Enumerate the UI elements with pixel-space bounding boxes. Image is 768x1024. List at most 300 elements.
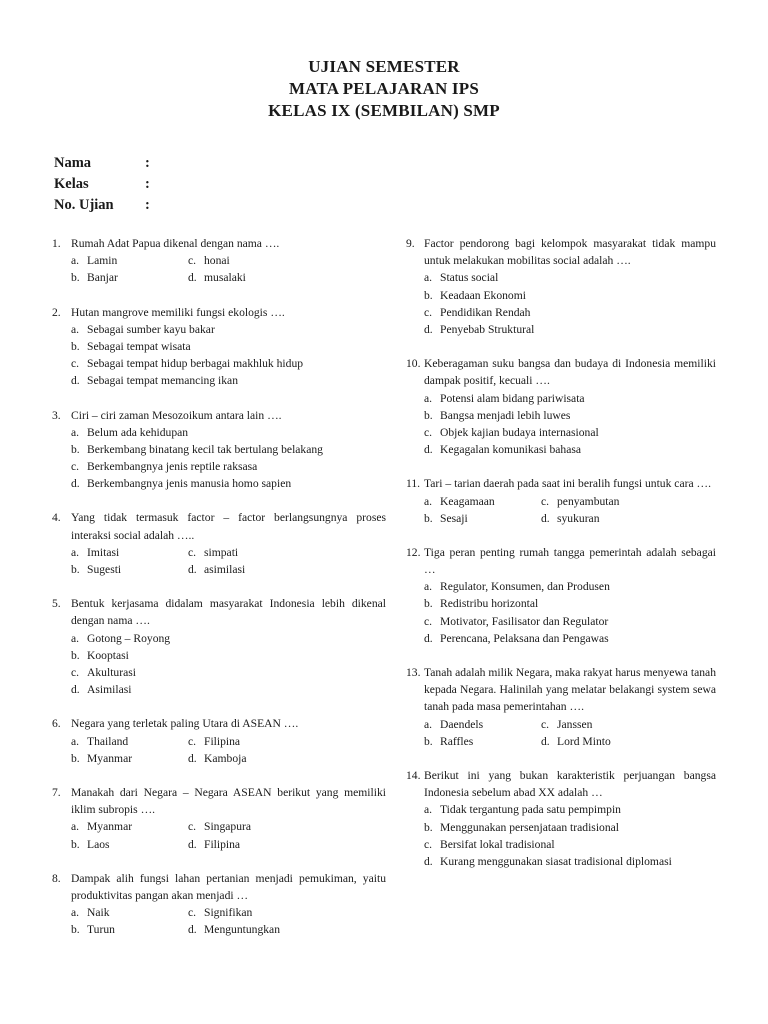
options-row xyxy=(71,544,386,561)
option-letter: a. xyxy=(71,254,80,268)
answer-option xyxy=(71,647,129,664)
question-number: 2. xyxy=(52,305,61,319)
question-stem xyxy=(406,235,716,269)
option-letter: b. xyxy=(71,271,80,285)
option-text: Lord Minto xyxy=(557,734,611,748)
option-text: Menguntungkan xyxy=(204,923,280,937)
option-letter: c. xyxy=(424,305,433,319)
option-letter: b. xyxy=(424,511,433,525)
option-text: Thailand xyxy=(87,734,129,748)
options-row xyxy=(71,818,386,835)
answer-option xyxy=(424,853,672,870)
question-item xyxy=(52,235,386,287)
option-text: Tidak tergantung pada satu pempimpin xyxy=(440,803,621,817)
exam-title: UJIAN SEMESTER xyxy=(308,57,460,76)
answer-option xyxy=(424,819,619,836)
answer-option xyxy=(424,836,555,853)
option-letter: b. xyxy=(424,734,433,748)
question-text: Dampak alih fungsi lahan pertanian menjadi pemukiman, yaitu produktivitas pangan akan menjadi … xyxy=(71,871,386,902)
question-stem xyxy=(52,509,386,543)
option-text: Berkembang binatang kecil tak bertulang belakang xyxy=(87,442,323,456)
answer-option xyxy=(541,716,658,733)
question-stem xyxy=(406,355,716,389)
option-letter: b. xyxy=(71,442,80,456)
question-stem xyxy=(406,475,716,492)
question-stem xyxy=(52,715,386,732)
option-text: Janssen xyxy=(557,717,593,731)
options-row xyxy=(71,321,386,338)
option-text: penyambutan xyxy=(557,494,620,508)
answer-option xyxy=(71,664,136,681)
option-letter: d. xyxy=(424,855,433,868)
option-letter: a. xyxy=(71,545,80,559)
answer-option xyxy=(71,733,188,750)
option-text: Myanmar xyxy=(87,820,133,834)
option-text: simpati xyxy=(204,545,239,559)
question-item xyxy=(406,664,716,750)
option-letter: b. xyxy=(71,751,80,765)
option-letter: c. xyxy=(71,460,80,474)
option-letter: d. xyxy=(71,683,80,697)
question-gap xyxy=(52,698,386,715)
identity-colon: : xyxy=(145,197,150,213)
options-row xyxy=(71,664,386,681)
question-number: 6. xyxy=(52,717,61,731)
options-row xyxy=(71,372,386,389)
answer-option xyxy=(541,510,658,527)
options-row xyxy=(71,252,386,269)
option-text: Akulturasi xyxy=(87,666,136,680)
option-text: Berkembangnya jenis manusia homo sapien xyxy=(87,477,292,491)
options-row xyxy=(424,269,716,286)
answer-option xyxy=(188,921,305,938)
question-text: Tiga peran penting rumah tangga pemerintah adalah sebagai … xyxy=(424,545,716,577)
question-number: 11. xyxy=(406,477,421,491)
option-text: Bersifat lokal tradisional xyxy=(440,837,555,851)
option-text: Lamin xyxy=(87,254,118,268)
option-text: Laos xyxy=(87,837,110,851)
options-row xyxy=(71,269,386,286)
answer-option xyxy=(188,836,305,853)
answer-option xyxy=(188,904,305,921)
options-row xyxy=(71,441,386,458)
question-text: Factor pendorong bagi kelompok masyarakat tidak mampu untuk melakukan mobilitas social adalah …. xyxy=(424,237,716,268)
option-letter: a. xyxy=(424,717,433,731)
question-stem xyxy=(52,595,386,629)
answer-option xyxy=(424,630,609,647)
option-text: Penyebab Struktural xyxy=(440,322,535,336)
options-row xyxy=(424,390,716,407)
question-gap xyxy=(406,647,716,664)
options-row xyxy=(424,493,716,510)
options-row xyxy=(424,716,716,733)
option-letter: c. xyxy=(541,717,550,731)
answer-options xyxy=(71,733,386,767)
answer-options xyxy=(424,269,716,338)
question-stem xyxy=(406,664,716,716)
answer-option xyxy=(71,836,188,853)
answer-options xyxy=(71,630,386,699)
option-text: Singapura xyxy=(204,820,252,834)
question-stem xyxy=(52,870,386,904)
question-number: 8. xyxy=(52,871,61,885)
options-row xyxy=(71,681,386,698)
identity-label: No. Ujian xyxy=(54,197,114,213)
option-text: Filipina xyxy=(204,837,241,851)
identity-block xyxy=(54,153,150,216)
answer-options xyxy=(424,716,716,750)
answer-option xyxy=(424,407,570,424)
option-letter: c. xyxy=(188,906,197,920)
options-row xyxy=(424,630,716,647)
answer-option xyxy=(71,475,291,492)
question-text: Tanah adalah milik Negara, maka rakyat harus menyewa tanah kepada Negara. Halinilah yang melatar belakangi system sewa tanah pada masa pemerintahan …. xyxy=(424,666,716,714)
identity-colon: : xyxy=(145,155,150,171)
options-row xyxy=(71,630,386,647)
identity-row-nama xyxy=(54,153,150,174)
exam-header xyxy=(0,56,768,122)
answer-options xyxy=(71,321,386,390)
question-gap xyxy=(406,458,716,475)
option-letter: d. xyxy=(188,837,197,851)
options-row xyxy=(71,750,386,767)
question-number: 4. xyxy=(52,511,61,525)
option-letter: c. xyxy=(424,425,433,439)
option-text: Menggunakan persenjataan tradisional xyxy=(440,820,619,834)
option-text: Sugesti xyxy=(87,563,122,577)
answer-option xyxy=(188,252,305,269)
answer-option xyxy=(71,252,188,269)
answer-option xyxy=(424,595,538,612)
answer-options xyxy=(71,904,386,938)
option-text: Sebagai tempat hidup berbagai makhluk hidup xyxy=(87,357,304,371)
option-text: Sebagai tempat wisata xyxy=(87,339,191,353)
answer-option xyxy=(424,269,498,286)
question-stem xyxy=(52,235,386,252)
options-row xyxy=(71,904,386,921)
option-text: Signifikan xyxy=(204,906,253,920)
answer-option xyxy=(424,424,599,441)
option-letter: a. xyxy=(424,494,433,508)
option-letter: d. xyxy=(188,271,197,285)
question-item xyxy=(406,475,716,527)
answer-option xyxy=(188,818,305,835)
answer-option xyxy=(71,321,215,338)
answer-option xyxy=(424,287,526,304)
question-item xyxy=(52,304,386,390)
option-letter: a. xyxy=(71,322,80,336)
option-text: Keagamaan xyxy=(440,494,495,508)
option-letter: a. xyxy=(71,734,80,748)
option-letter: d. xyxy=(541,734,550,748)
identity-row-kelas xyxy=(54,174,150,195)
option-letter: b. xyxy=(71,563,80,577)
answer-option xyxy=(424,510,541,527)
options-row xyxy=(71,355,386,372)
option-text: Berkembangnya jenis reptile raksasa xyxy=(87,460,258,474)
options-row xyxy=(71,836,386,853)
option-letter: d. xyxy=(424,631,433,645)
option-text: Kamboja xyxy=(204,751,247,765)
option-text: Imitasi xyxy=(87,545,120,559)
option-text: honai xyxy=(204,254,230,268)
question-text: Tari – tarian daerah pada saat ini beralih fungsi untuk cara …. xyxy=(424,477,711,491)
question-gap xyxy=(52,492,386,509)
question-gap xyxy=(406,527,716,544)
question-stem xyxy=(406,767,716,801)
options-row xyxy=(424,836,716,853)
option-text: Belum ada kehidupan xyxy=(87,425,189,439)
option-text: Sesaji xyxy=(440,511,468,525)
option-text: Sebagai tempat memancing ikan xyxy=(87,374,238,388)
option-letter: b. xyxy=(71,923,80,937)
question-text: Ciri – ciri zaman Mesozoikum antara lain …. xyxy=(71,408,282,422)
option-text: Gotong – Royong xyxy=(87,631,171,645)
answer-option xyxy=(71,544,188,561)
answer-option xyxy=(71,372,238,389)
option-text: asimilasi xyxy=(204,563,246,577)
question-item xyxy=(52,407,386,493)
answer-option xyxy=(188,750,305,767)
options-row xyxy=(424,424,716,441)
answer-option xyxy=(71,269,188,286)
answer-option xyxy=(188,269,305,286)
answer-option xyxy=(71,921,188,938)
question-number: 14. xyxy=(406,769,421,783)
answer-option xyxy=(71,818,188,835)
answer-option xyxy=(424,801,621,818)
question-gap xyxy=(52,853,386,870)
question-number: 5. xyxy=(52,597,61,611)
answer-option xyxy=(424,390,585,407)
option-letter: d. xyxy=(188,923,197,937)
answer-option xyxy=(71,424,188,441)
option-text: Naik xyxy=(87,906,110,920)
question-stem xyxy=(52,784,386,818)
question-number: 7. xyxy=(52,786,61,799)
option-text: Myanmar xyxy=(87,751,133,765)
answer-option xyxy=(424,716,541,733)
option-letter: a. xyxy=(424,803,433,817)
answer-options xyxy=(71,252,386,286)
question-number: 3. xyxy=(52,408,61,422)
option-letter: c. xyxy=(188,734,197,748)
option-letter: d. xyxy=(424,322,433,336)
option-text: Banjar xyxy=(87,271,118,285)
identity-colon: : xyxy=(145,176,150,192)
option-text: Daendels xyxy=(440,717,484,731)
options-row xyxy=(71,338,386,355)
question-text: Manakah dari Negara – Negara ASEAN berikut yang memiliki iklim subropis …. xyxy=(71,786,386,817)
options-row xyxy=(424,801,716,818)
option-text: Sebagai sumber kayu bakar xyxy=(87,322,215,336)
answer-option xyxy=(188,561,305,578)
answer-option xyxy=(424,441,581,458)
answer-options xyxy=(424,493,716,527)
answer-option xyxy=(71,458,257,475)
options-row xyxy=(424,613,716,630)
option-letter: b. xyxy=(424,408,433,422)
question-gap xyxy=(406,338,716,355)
option-letter: a. xyxy=(71,631,80,645)
question-number: 12. xyxy=(406,545,421,559)
option-letter: a. xyxy=(424,271,433,285)
question-text: Rumah Adat Papua dikenal dengan nama …. xyxy=(71,237,280,250)
option-letter: a. xyxy=(71,906,80,920)
answer-option xyxy=(424,733,541,750)
options-row xyxy=(424,441,716,458)
option-text: Redistribu horizontal xyxy=(440,597,539,611)
option-letter: a. xyxy=(71,425,80,439)
options-row xyxy=(71,561,386,578)
question-gap xyxy=(52,390,386,407)
answer-option xyxy=(541,493,658,510)
question-gap xyxy=(52,767,386,784)
identity-label: Nama xyxy=(54,155,92,171)
option-letter: a. xyxy=(71,820,80,834)
option-letter: c. xyxy=(188,545,197,559)
option-text: Pendidikan Rendah xyxy=(440,305,531,319)
question-text: Yang tidak termasuk factor – factor berlangsungnya proses interaksi social adalah ….. xyxy=(71,511,386,542)
option-letter: b. xyxy=(424,288,433,302)
question-text: Keberagaman suku bangsa dan budaya di Indonesia memiliki dampak positif, kecuali …. xyxy=(424,357,716,388)
option-letter: b. xyxy=(424,597,433,611)
question-text: Negara yang terletak paling Utara di ASEAN …. xyxy=(71,717,299,731)
questions-right-column xyxy=(406,235,716,870)
options-row xyxy=(424,819,716,836)
answer-options xyxy=(424,801,716,870)
answer-option xyxy=(424,578,610,595)
option-letter: c. xyxy=(424,614,433,628)
question-item xyxy=(52,595,386,698)
question-item xyxy=(406,355,716,458)
questions-left-column xyxy=(52,235,386,939)
question-gap xyxy=(52,287,386,304)
options-row xyxy=(424,510,716,527)
answer-option xyxy=(71,441,323,458)
option-letter: d. xyxy=(424,443,433,457)
question-text: Bentuk kerjasama didalam masyarakat Indonesia lebih dikenal dengan nama …. xyxy=(71,597,386,628)
option-letter: b. xyxy=(424,820,433,834)
option-letter: c. xyxy=(71,666,80,680)
option-letter: a. xyxy=(424,580,433,594)
question-gap xyxy=(406,750,716,767)
answer-options xyxy=(424,578,716,647)
options-row xyxy=(424,578,716,595)
answer-option xyxy=(71,630,170,647)
options-row xyxy=(71,458,386,475)
answer-option xyxy=(541,733,658,750)
option-text: Turun xyxy=(87,923,115,937)
option-letter: c. xyxy=(71,357,80,371)
question-stem xyxy=(52,304,386,321)
options-row xyxy=(71,733,386,750)
option-text: Bangsa menjadi lebih luwes xyxy=(440,408,571,422)
option-text: Filipina xyxy=(204,734,241,748)
option-text: Perencana, Pelaksana dan Pengawas xyxy=(440,631,609,645)
option-letter: d. xyxy=(188,751,197,765)
option-text: Kooptasi xyxy=(87,648,129,662)
options-row xyxy=(71,424,386,441)
option-letter: c. xyxy=(424,837,433,851)
option-text: Asimilasi xyxy=(87,683,132,697)
options-row xyxy=(71,921,386,938)
options-row xyxy=(424,853,716,870)
option-text: Regulator, Konsumen, dan Produsen xyxy=(440,580,610,594)
option-letter: d. xyxy=(541,511,550,525)
option-text: Motivator, Fasilisator dan Regulator xyxy=(440,614,609,628)
question-number: 9. xyxy=(406,237,415,250)
option-letter: b. xyxy=(71,339,80,353)
answer-option xyxy=(71,561,188,578)
question-item xyxy=(406,544,716,647)
question-item xyxy=(52,509,386,578)
option-text: Kurang menggunakan siasat tradisional diplomasi xyxy=(440,855,672,868)
identity-label: Kelas xyxy=(54,176,89,192)
subject-title: MATA PELAJARAN IPS xyxy=(289,79,479,98)
answer-option xyxy=(424,613,608,630)
answer-option xyxy=(71,750,188,767)
option-text: Keadaan Ekonomi xyxy=(440,288,526,302)
option-text: Kegagalan komunikasi bahasa xyxy=(440,443,582,457)
answer-option xyxy=(188,544,305,561)
answer-options xyxy=(71,544,386,578)
question-item xyxy=(406,235,716,338)
option-letter: d. xyxy=(188,563,197,577)
question-item xyxy=(52,870,386,939)
option-text: Status social xyxy=(440,271,499,285)
question-item xyxy=(52,715,386,767)
answer-option xyxy=(71,355,303,372)
options-row xyxy=(424,304,716,321)
identity-row-no-ujian xyxy=(54,195,150,216)
option-letter: c. xyxy=(541,494,550,508)
question-gap xyxy=(52,578,386,595)
option-letter: c. xyxy=(188,820,197,834)
question-text: Hutan mangrove memiliki fungsi ekologis …. xyxy=(71,305,285,319)
options-row xyxy=(424,321,716,338)
question-text: Berikut ini yang bukan karakteristik perjuangan bangsa Indonesia sebelum abad XX adalah … xyxy=(424,769,716,800)
option-text: syukuran xyxy=(557,511,600,525)
answer-option xyxy=(188,733,305,750)
answer-options xyxy=(71,818,386,852)
question-stem xyxy=(406,544,716,578)
option-letter: b. xyxy=(71,648,80,662)
answer-options xyxy=(424,390,716,459)
answer-options xyxy=(71,424,386,493)
answer-option xyxy=(71,338,191,355)
answer-option xyxy=(424,304,530,321)
options-row xyxy=(71,475,386,492)
option-text: musalaki xyxy=(204,271,246,285)
options-row xyxy=(424,407,716,424)
options-row xyxy=(424,287,716,304)
question-number: 1. xyxy=(52,237,61,250)
class-title: KELAS IX (SEMBILAN) SMP xyxy=(268,101,500,120)
option-text: Objek kajian budaya internasional xyxy=(440,425,599,439)
option-letter: d. xyxy=(71,477,80,491)
answer-option xyxy=(424,493,541,510)
question-item xyxy=(52,784,386,853)
answer-option xyxy=(71,904,188,921)
question-stem xyxy=(52,407,386,424)
option-letter: b. xyxy=(71,837,80,851)
option-letter: d. xyxy=(71,374,80,388)
options-row xyxy=(424,733,716,750)
answer-option xyxy=(424,321,534,338)
options-row xyxy=(71,647,386,664)
option-text: Raffles xyxy=(440,734,474,748)
